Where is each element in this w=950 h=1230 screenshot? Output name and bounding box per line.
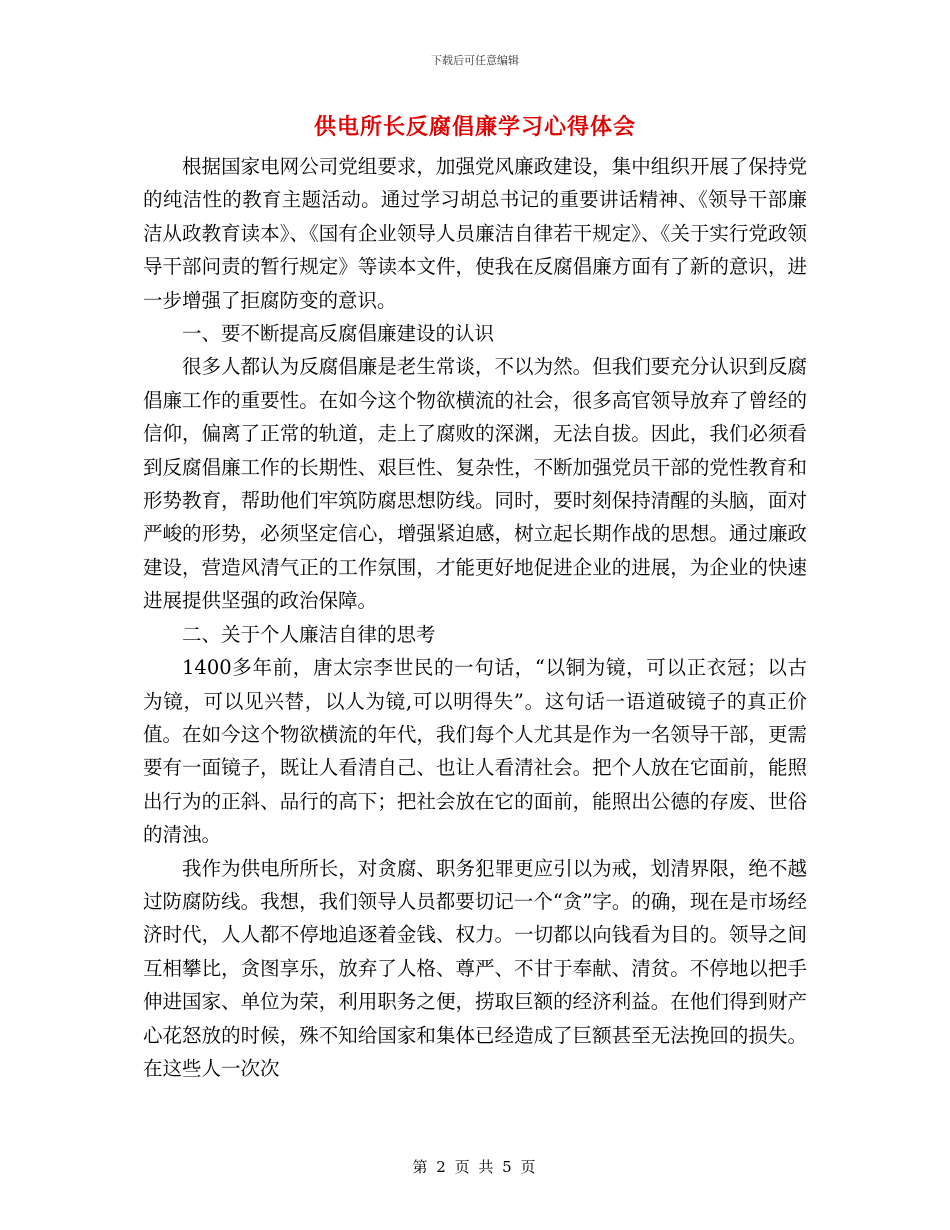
paragraph-section-1: 很多人都认为反腐倡廉是老生常谈，不以为然。但我们要充分认识到反腐倡廉工作的重要性。在如今这个物欲横流的社会，很多高官领导放弃了曾经的信仰，偏离了正常的轨道，走上了腐败的深渊，无法自拔。因此，我们必须看到反腐倡廉工作的长期性、艰巨性、复杂性，不断加强党员干部的党性教育和形势教育，帮助他们牢筑防腐思想防线。同时，要时刻保持清醒的头脑，面对严峻的形势，必须坚定信心，增强紧迫感，树立起长期作战的思想。通过廉政建设，营造风清气正的工作氛围，才能更好地促进企业的进展，为企业的快速进展提供坚强的政治保障。 bbox=[143, 355, 807, 613]
page-header-note: 下载后可任意编辑 bbox=[431, 54, 519, 67]
document-title: 供电所长反腐倡廉学习心得体会 bbox=[313, 114, 636, 140]
paragraph-section-2-a: 1400多年前，唐太宗李世民的一句话，“以铜为镜，可以正衣冠；以古为镜，可以见兴替，以人为镜,可以明得失”。这句话一语道破镜子的真正价值。在如今这个物欲横流的年代，我们每个人尤其是作为一名领导干部，更需要有一面镜子，既让人看清自己、也让人看清社会。把个人放在它面前，能照出行为的正斜、品行的高下；把社会放在它的面前，能照出公德的存废、世俗的清浊。 bbox=[143, 656, 807, 847]
section-heading-2: 二、关于个人廉洁自律的思考 bbox=[182, 622, 436, 646]
paragraph-section-2-b: 我作为供电所所长，对贪腐、职务犯罪更应引以为戒，划清界限，绝不越过防腐防线。我想，我们领导人员都要切记一个“贪”字。的确，现在是市场经济时代，人人都不停地追逐着金钱、权力。一切都以向钱看为目的。领导之间互相攀比，贪图享乐，放弃了人格、尊严、不甘于奉献、清贫。不停地以把手伸进国家、单位为荣，利用职务之便，捞取巨额的经济利益。在他们得到财产心花怒放的时候，殊不知给国家和集体已经造成了巨额甚至无法挽回的损失。在这些人一次次 bbox=[143, 856, 807, 1080]
section-heading-1: 一、要不断提高反腐倡廉建设的认识 bbox=[182, 322, 495, 346]
page-number: 第 2 页 共 5 页 bbox=[412, 1158, 538, 1176]
paragraph-intro: 根据国家电网公司党组要求，加强党风廉政建设，集中组织开展了保持党的纯洁性的教育主题活动。通过学习胡总书记的重要讲话精神、《领导干部廉洁从政教育读本》、《国有企业领导人员廉洁自律若干规定》、《关于实行党政领导干部问责的暂行规定》等读本文件，使我在反腐倡廉方面有了新的意识，进一步增强了拒腐防变的意识。 bbox=[143, 155, 807, 312]
document-body bbox=[143, 150, 807, 1085]
